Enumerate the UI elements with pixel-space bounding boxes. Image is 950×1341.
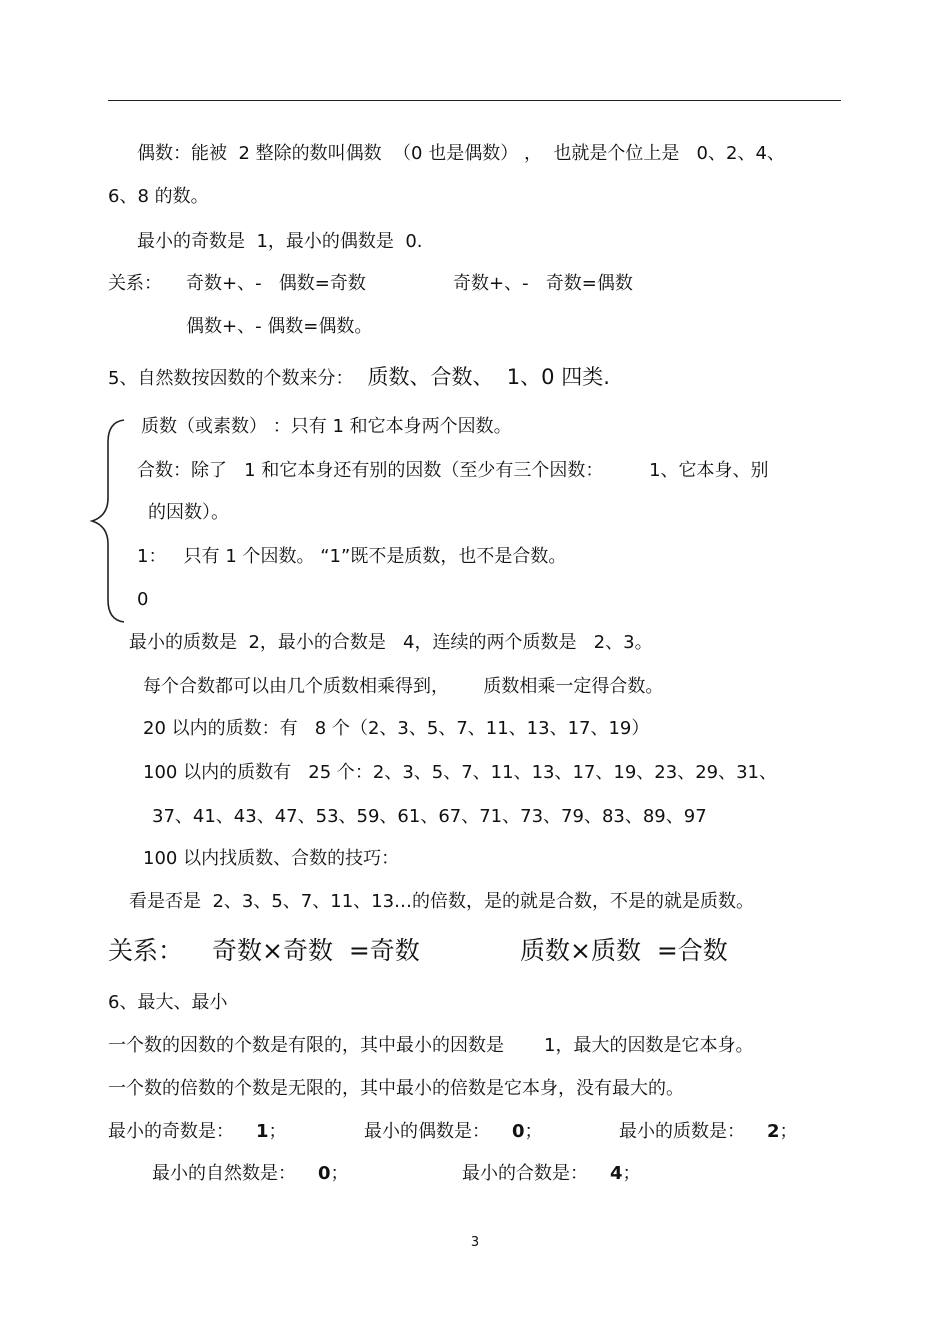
separator: ； [330, 1163, 349, 1184]
composite-product: 每个合数都可以由几个质数相乘得到， 质数相乘一定得合数。 [143, 676, 664, 697]
left-brace [88, 416, 130, 626]
header-rule [108, 100, 841, 101]
primes-under-100-line2: 37、41、43、47、53、59、61、67、71、73、79、83、89、97 [152, 806, 707, 827]
tip-title: 100 以内找质数、合数的技巧： [143, 848, 400, 869]
relation2-label: 关系： [108, 936, 184, 965]
min-odd [108, 1120, 287, 1144]
min-odd-label: 最小的奇数是： [108, 1121, 234, 1142]
min-prime-label: 最小的质数是： [619, 1121, 745, 1142]
composite-definition-line1: 合数：除了 1 和它本身还有别的因数（至少有三个因数： 1、它本身、别 [137, 460, 769, 481]
primes-under-100-line1: 100 以内的质数有 25 个：2、3、5、7、11、13、17、19、23、29、31、 [143, 762, 778, 783]
min-even [364, 1120, 543, 1144]
relation1-odd-plus-even: 奇数+、- 偶数=奇数 [186, 273, 366, 294]
section5-title [108, 365, 610, 391]
min-composite [462, 1162, 641, 1186]
multiple-line: 一个数的倍数的个数是无限的，其中最小的倍数是它本身，没有最大的。 [108, 1078, 684, 1099]
min-natural-value: 0 [318, 1163, 331, 1184]
section5-prefix: 5、自然数按因数的个数来分： [108, 368, 354, 389]
min-composite-value: 4 [610, 1163, 623, 1184]
separator: ； [622, 1163, 641, 1184]
relation1-odd-plus-odd: 奇数+、- 奇数=偶数 [453, 273, 633, 294]
min-prime-value: 2 [767, 1121, 780, 1142]
relation2-odd-times-odd: 奇数×奇数 =奇数 [212, 936, 420, 965]
section6-title: 6、最大、最小 [108, 992, 228, 1013]
relation2-prime-times-prime: 质数×质数 =合数 [520, 936, 728, 965]
tip-text: 看是否是 2、3、5、7、11、13…的倍数，是的就是合数，不是的就是质数。 [129, 891, 755, 912]
min-odd-value: 1 [256, 1121, 269, 1142]
separator: ； [268, 1121, 287, 1142]
prime-definition: 质数（或素数） ：只有 1 和它本身两个因数。 [141, 416, 512, 437]
min-composite-label: 最小的合数是： [462, 1163, 588, 1184]
composite-definition-line2: 的因数）。 [148, 502, 229, 523]
separator: ； [524, 1121, 543, 1142]
factor-line: 一个数的因数的个数是有限的，其中最小的因数是 1，最大的因数是它本身。 [108, 1035, 754, 1056]
smallest-odd-even: 最小的奇数是 1，最小的偶数是 0. [137, 231, 423, 252]
min-prime [619, 1120, 798, 1144]
relation1-even-plus-even: 偶数+、- 偶数=偶数。 [186, 316, 373, 337]
primes-under-20: 20 以内的质数：有 8 个（2、3、5、7、11、13、17、19） [143, 718, 650, 739]
one-definition: 1： 只有 1 个因数。 “1”既不是质数，也不是合数。 [137, 546, 567, 567]
relation1-label: 关系： [108, 273, 162, 294]
zero-definition: 0 [137, 589, 149, 610]
section5-emphasis: 质数、合数、 1、0 四类. [367, 365, 610, 389]
page-number: 3 [470, 1235, 480, 1250]
min-natural [152, 1162, 349, 1186]
min-natural-label: 最小的自然数是： [152, 1163, 296, 1184]
min-even-label: 最小的偶数是： [364, 1121, 490, 1142]
smallest-prime-composite: 最小的质数是 2，最小的合数是 4，连续的两个质数是 2、3。 [129, 632, 653, 653]
even-definition-line2: 6、8 的数。 [108, 186, 209, 207]
separator: ； [779, 1121, 798, 1142]
even-definition-line1: 偶数：能被 2 整除的数叫偶数 （0 也是偶数） ， 也就是个位上是 0、2、4、 [137, 143, 785, 164]
min-even-value: 0 [512, 1121, 525, 1142]
